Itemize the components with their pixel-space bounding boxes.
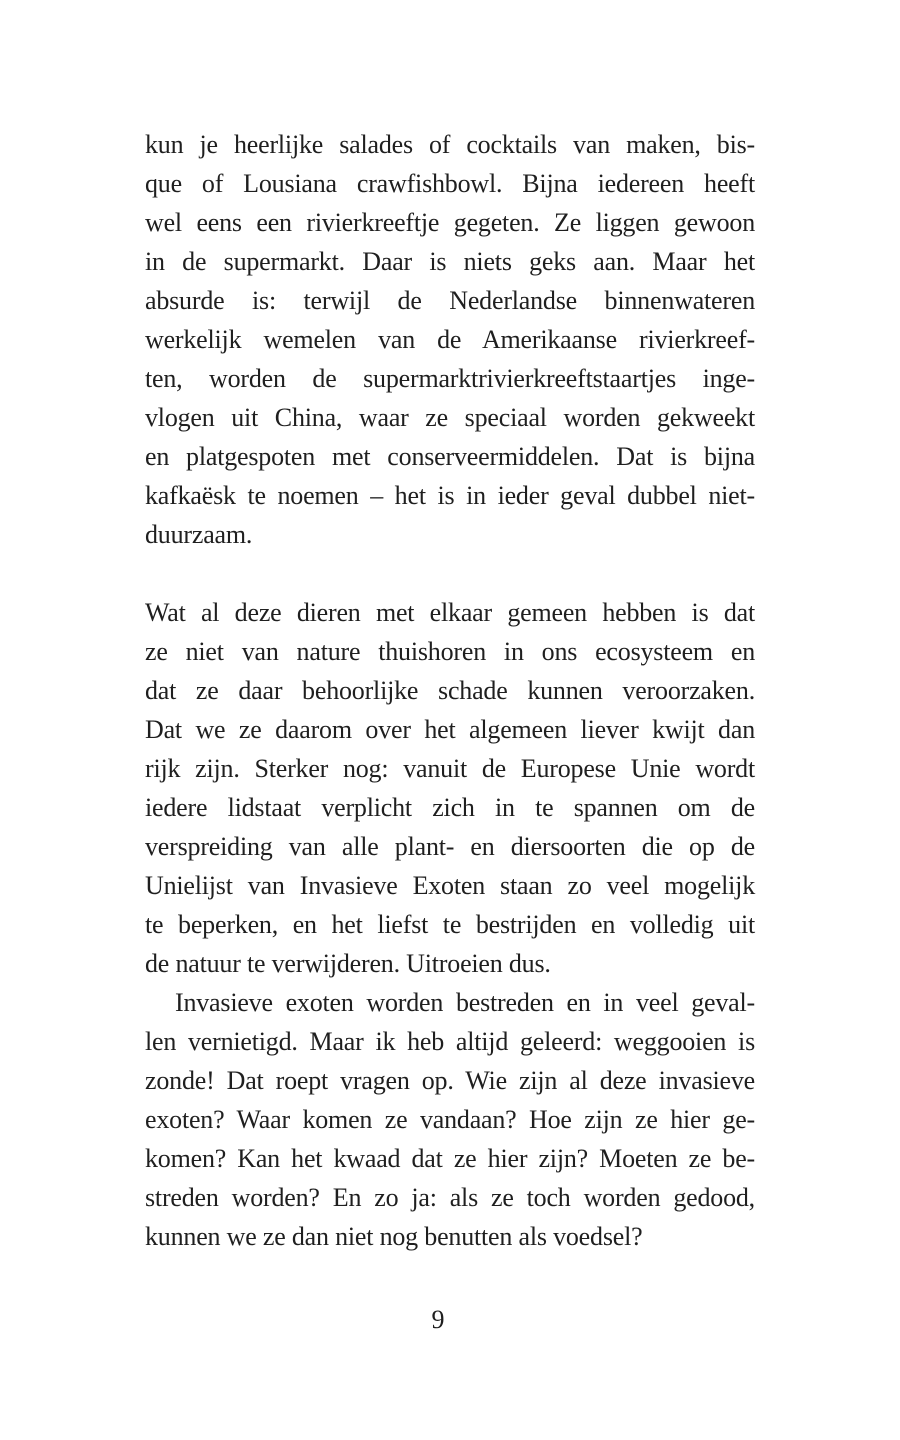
text-line: Wat al deze dieren met elkaar gemeen hebben is dat <box>145 598 755 627</box>
text-line: Unielijst van Invasieve Exoten staan zo veel mogelijk <box>145 871 755 900</box>
body-text <box>145 125 755 1256</box>
paragraph-2 <box>145 593 755 983</box>
page-number: 9 <box>431 1305 445 1334</box>
text-line: ten, worden de supermarktrivierkreeftstaartjes inge- <box>145 364 755 393</box>
text-line: kafkaësk te noemen – het is in ieder geval dubbel niet- <box>145 481 755 510</box>
text-line: te beperken, en het liefst te bestrijden en volledig uit <box>145 910 755 939</box>
text-line: duurzaam. <box>145 520 253 549</box>
paragraph-1 <box>145 125 755 554</box>
text-line: komen? Kan het kwaad dat ze hier zijn? Moeten ze be- <box>145 1144 755 1173</box>
text-line: len vernietigd. Maar ik heb altijd geleerd: weggooien is <box>145 1027 755 1056</box>
text-line: de natuur te verwijderen. Uitroeien dus. <box>145 949 551 978</box>
text-line: wel eens een rivierkreeftje gegeten. Ze liggen gewoon <box>145 208 755 237</box>
text-line: Invasieve exoten worden bestreden en in veel geval- <box>175 988 755 1017</box>
text-line: Dat we ze daarom over het algemeen liever kwijt dan <box>145 715 755 744</box>
text-line: verspreiding van alle plant- en diersoorten die op de <box>145 832 755 861</box>
text-line: iedere lidstaat verplicht zich in te spannen om de <box>145 793 755 822</box>
text-line: kun je heerlijke salades of cocktails van maken, bis- <box>145 130 755 159</box>
text-line: rijk zijn. Sterker nog: vanuit de Europese Unie wordt <box>145 754 755 783</box>
paragraph-3 <box>145 983 755 1256</box>
text-line: dat ze daar behoorlijke schade kunnen veroorzaken. <box>145 676 755 705</box>
text-line: zonde! Dat roept vragen op. Wie zijn al deze invasieve <box>145 1066 755 1095</box>
text-line: in de supermarkt. Daar is niets geks aan. Maar het <box>145 247 755 276</box>
text-line: streden worden? En zo ja: als ze toch worden gedood, <box>145 1183 755 1212</box>
text-line: vlogen uit China, waar ze speciaal worden gekweekt <box>145 403 755 432</box>
text-line: en platgespoten met conserveermiddelen. Dat is bijna <box>145 442 755 471</box>
text-line: exoten? Waar komen ze vandaan? Hoe zijn ze hier ge- <box>145 1105 755 1134</box>
text-line: absurde is: terwijl de Nederlandse binnenwateren <box>145 286 755 315</box>
text-line: werkelijk wemelen van de Amerikaanse rivierkreef- <box>145 325 755 354</box>
text-line: kunnen we ze dan niet nog benutten als voedsel? <box>145 1222 643 1251</box>
text-line: que of Lousiana crawfishbowl. Bijna iedereen heeft <box>145 169 755 198</box>
text-line: ze niet van nature thuishoren in ons ecosysteem en <box>145 637 755 666</box>
